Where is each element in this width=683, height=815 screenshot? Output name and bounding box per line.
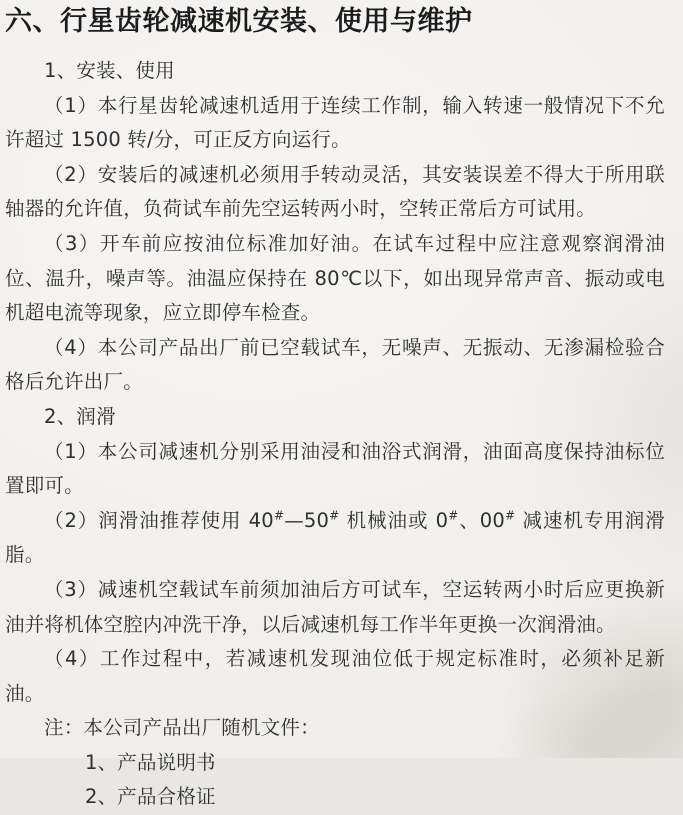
section-2-paragraph-4: （4）工作过程中，若减速机发现油位低于规定标准时，必须补足新油。 (5, 647, 665, 705)
note-block (5, 711, 665, 815)
note-label: 注：本公司产品出厂随机文件： (44, 716, 320, 740)
section-2-paragraph-1: （1）本公司减速机分别采用油浸和油浴式润滑，油面高度保持油标位置即可。 (5, 439, 665, 498)
section-2-paragraph-2: （2）润滑油推荐使用 40#—50# 机械油或 0#、00# 减速机专用润滑脂。 (5, 508, 665, 567)
section-1-paragraph-4: （4）本公司产品出厂前已空载试车，无噪声、无振动、无渗漏检验合格后允许出厂。 (5, 335, 665, 394)
note-item-manual: 1、产品说明书 (84, 750, 216, 774)
section-lubrication (5, 400, 665, 711)
note-item-certificate: 2、产品合格证 (84, 785, 216, 809)
section-2-paragraph-3: （3）减速机空载试车前须加油后方可试车，空运转两小时后应更换新油并将机体空腔内冲洗干净，以后减速机每工作半年更换一次润滑油。 (5, 577, 665, 636)
section-1-heading: 1、安装、使用 (44, 59, 175, 82)
section-2-heading: 2、润滑 (44, 404, 116, 428)
section-1-paragraph-2: （2）安装后的减速机必须用手转动灵活，其安装误差不得大于所用联轴器的允许值，负荷试车前先空运转两小时，空转正常后方可试用。 (5, 162, 665, 221)
page-title: 六、行星齿轮减速机安装、使用与维护 (5, 6, 473, 37)
section-1-paragraph-3: （3）开车前应按油位标准加好油。在试车过程中应注意观察润滑油位、温升，噪声等。油温应保持在 80℃以下，如出现异常声音、振动或电机超电流等现象，应立即停车检查。 (5, 231, 665, 325)
section-install-use (5, 54, 665, 400)
section-1-paragraph-1: （1）本行星齿轮减速机适用于连续工作制，输入转速一般情况下不允许超过 1500 转/分，可正反方向运行。 (5, 93, 665, 152)
